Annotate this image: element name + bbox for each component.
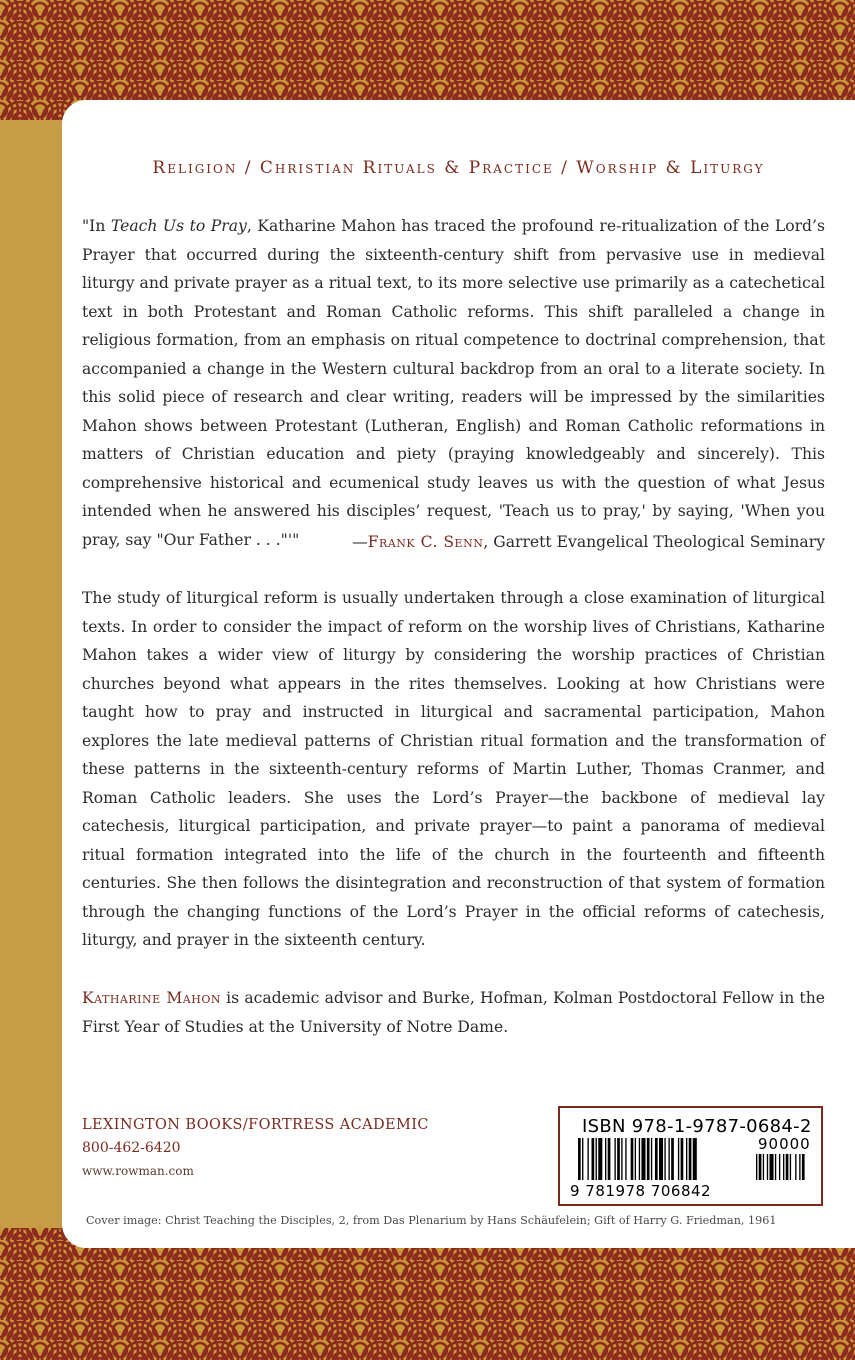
publisher-phone: 800-462-6420 — [82, 1140, 181, 1156]
barcode-bar — [608, 1138, 611, 1180]
barcode-bar — [659, 1138, 663, 1180]
barcode-bar — [647, 1138, 650, 1180]
quote-body: , Katharine Mahon has traced the profound re-ritualization of the Lord’s Prayer that occurred during the sixteenth-century shift from pervasive use in medieval liturgy and private prayer as a ritual text, to its more selective use primarily as a catechetical text in both Protestant and Roman Catholic reforms. This shift paralleled a change in religious formation, from an emphasis on ritual competence to doctrinal comprehension, that accompanied a change in the Western cultural backdrop from an oral to a literate society. In this solid piece of research and clear writing, readers will be impressed by the similarities Mahon shows between Protestant (Lutheran, English) and Roman Catholic reformations in matters of Christian education and piety (praying knowledgeably and sincerely). This comprehensive historical and ecumenical study leaves us with the question of what Jesus intended when he answered his disciples’ request, 'Teach us to pray,' by saying, 'When you pray, say "Our Father . . ."'" — [82, 217, 825, 549]
author-bio-text: is academic advisor and Burke, Hofman, Kolman Postdoctoral Fellow in the First Year of Studies at the University of Notre Dame. — [82, 989, 825, 1036]
barcode-addon-bar — [790, 1154, 791, 1180]
barcode-addon-bar — [775, 1154, 776, 1180]
barcode-addon-bar — [759, 1154, 762, 1180]
barcode-bar — [693, 1138, 697, 1180]
barcode-bar — [614, 1138, 615, 1180]
barcode-bar — [598, 1138, 602, 1180]
left-gold-strip — [0, 120, 62, 1228]
quote-open: "In — [82, 217, 111, 235]
barcode-addon-bar — [767, 1154, 768, 1180]
publisher-info — [82, 1114, 429, 1183]
barcode-addon-bar — [756, 1154, 757, 1180]
barcode-bar — [641, 1138, 645, 1180]
endorsement-attribution: —Frank C. Senn, Garrett Evangelical Theological Seminary — [352, 533, 825, 551]
barcode-bar — [582, 1138, 583, 1180]
isbn-label: ISBN 978-1-9787-0684-2 — [582, 1116, 812, 1137]
author-name: Katharine Mahon — [82, 989, 221, 1007]
barcode-digits: 9 781978 706842 — [570, 1182, 712, 1200]
endorser-affiliation: , Garrett Evangelical Theological Seminary — [483, 533, 825, 551]
barcode-addon-bar — [763, 1154, 764, 1180]
barcode-bar — [686, 1138, 687, 1180]
quote-book-title: Teach Us to Pray — [110, 217, 247, 235]
endorsement-quote — [82, 212, 825, 554]
barcode-bar — [625, 1138, 626, 1180]
barcode-addon-bar — [795, 1154, 796, 1180]
barcode-bar — [592, 1138, 595, 1180]
book-description: The study of liturgical reform is usually undertaken through a close examination of liturgical texts. In order to consider the impact of reform on the worship lives of Christians, Katharine Mahon takes a wider view of liturgy by considering the worship practices of Christian churches beyond what appears in the rites themselves. Looking at how Christians were taught how to pray and instructed in liturgical and sacramental participation, Mahon explores the late medieval patterns of Christian ritual formation and the transformation of these patterns in the sixteenth-century reforms of Martin Luther, Thomas Cranmer, and Roman Catholic leaders. She uses the Lord’s Prayer—the backbone of medieval lay catechesis, liturgical participation, and private prayer—to paint a panorama of medieval ritual formation integrated into the life of the church in the fourteenth and fifteenth centuries. She then follows the disintegration and reconstruction of that system of formation through the changing functions of the Lord’s Prayer in the official reforms of catechesis, liturgy, and prayer in the sixteenth century. — [82, 589, 825, 949]
barcode-bar — [668, 1138, 669, 1180]
barcode-addon-bar — [779, 1154, 780, 1180]
barcode-addon-bar — [786, 1154, 789, 1180]
barcode-bar — [664, 1138, 665, 1180]
barcode-addon-bar — [770, 1154, 774, 1180]
barcode-bar — [587, 1138, 588, 1180]
barcode-bar — [681, 1138, 684, 1180]
barcode-bar — [635, 1138, 636, 1180]
barcode-bar — [578, 1138, 581, 1180]
endorser-name: Frank C. Senn — [367, 533, 484, 551]
barcode-bar — [639, 1138, 640, 1180]
category-heading: Religion / Christian Rituals & Practice / Worship & Liturgy — [152, 158, 765, 178]
barcode-addon-bar — [783, 1154, 784, 1180]
cover-image-credit: Cover image: Christ Teaching the Disciples, 2, from Das Plenarium by Hans Schäufelein; Gift of Harry G. Friedman, 1961 — [86, 1214, 777, 1227]
barcode-bar — [671, 1138, 674, 1180]
publisher-url: www.rowman.com — [82, 1164, 194, 1178]
publisher-name: LEXINGTON BOOKS/FORTRESS ACADEMIC — [82, 1117, 429, 1133]
barcode-bar — [596, 1138, 597, 1180]
price-code: 90000 — [758, 1135, 811, 1153]
barcode-bar — [621, 1138, 622, 1180]
isbn-barcode-box — [558, 1106, 823, 1206]
barcode-bar — [689, 1138, 692, 1180]
barcode-addon-bar — [799, 1154, 800, 1180]
barcode-addon-bar — [802, 1154, 805, 1180]
barcode-bar — [678, 1138, 679, 1180]
barcode-bar — [651, 1138, 652, 1180]
barcode-bar — [655, 1138, 658, 1180]
barcode-bar — [631, 1138, 634, 1180]
barcode-bar — [605, 1138, 606, 1180]
barcode-bar — [617, 1138, 620, 1180]
author-bio — [82, 984, 825, 1041]
